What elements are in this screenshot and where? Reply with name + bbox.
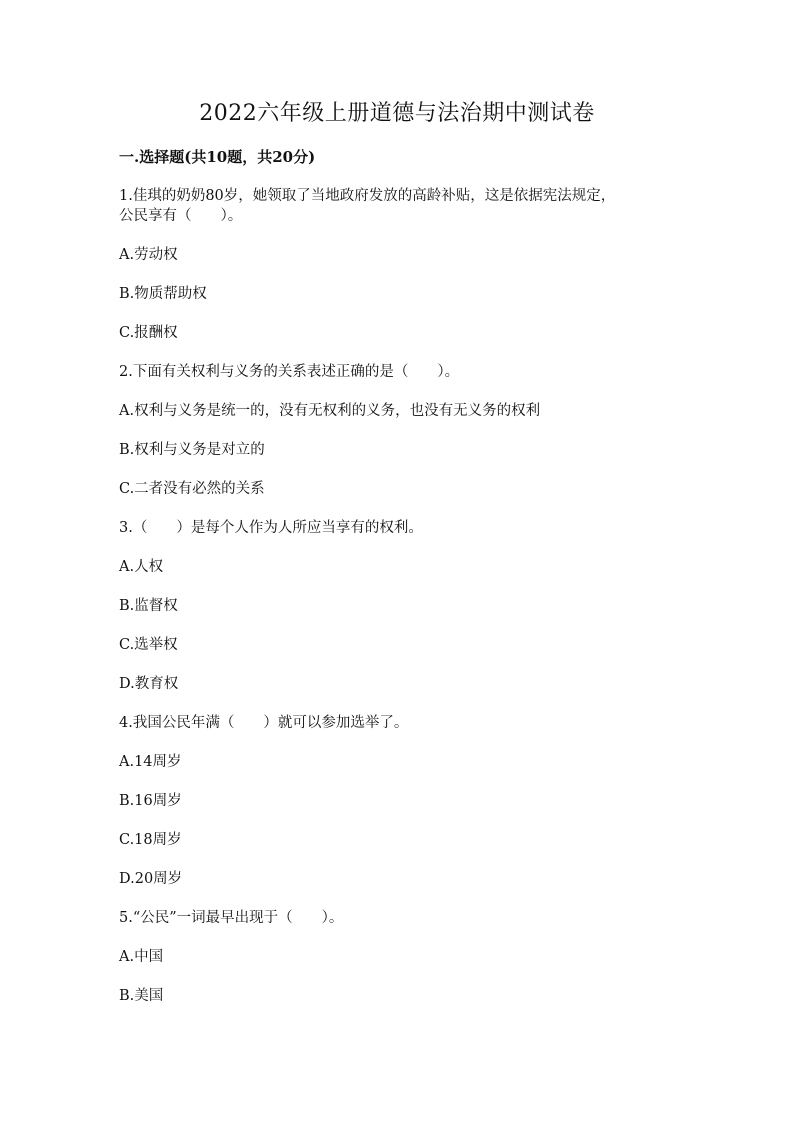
question-4-option-d: D.20周岁 <box>119 871 183 887</box>
question-1-stem-line-1: 1.佳琪的奶奶80岁，她领取了当地政府发放的高龄补贴，这是依据宪法规定， <box>119 188 616 204</box>
question-3-option-c: C.选举权 <box>119 637 178 653</box>
question-1-option-c: C.报酬权 <box>119 325 178 341</box>
question-4-stem: 4.我国公民年满（ ）就可以参加选举了。 <box>119 715 409 731</box>
question-3-stem: 3.（ ）是每个人作为人所应当享有的权利。 <box>119 520 423 536</box>
question-1-option-b: B.物质帮助权 <box>119 286 207 302</box>
question-1-stem <box>119 186 679 226</box>
page-title: 2022六年级上册道德与法治期中测试卷 <box>199 101 595 126</box>
question-2-stem: 2.下面有关权利与义务的关系表述正确的是（ ）。 <box>119 364 460 380</box>
question-5-option-a: A.中国 <box>119 949 164 965</box>
question-4-option-a: A.14周岁 <box>119 754 182 770</box>
question-4-option-b: B.16周岁 <box>119 793 182 809</box>
question-3-option-d: D.教育权 <box>119 676 179 692</box>
question-5-option-b: B.美国 <box>119 988 164 1004</box>
question-1-stem-line-2: 公民享有（ ）。 <box>119 208 243 224</box>
question-2-option-b: B.权利与义务是对立的 <box>119 442 265 458</box>
question-5-stem: 5.“公民”一词最早出现于（ ）。 <box>119 910 344 926</box>
question-2-option-a: A.权利与义务是统一的，没有无权利的义务，也没有无义务的权利 <box>119 403 541 419</box>
question-1-option-a: A.劳动权 <box>119 247 178 263</box>
question-3-option-b: B.监督权 <box>119 598 178 614</box>
section-heading: 一.选择题(共10题，共20分) <box>119 148 316 166</box>
question-list <box>119 186 679 1025</box>
question-3-option-a: A.人权 <box>119 559 164 575</box>
question-2-option-c: C.二者没有必然的关系 <box>119 481 265 497</box>
question-4-option-c: C.18周岁 <box>119 832 182 848</box>
